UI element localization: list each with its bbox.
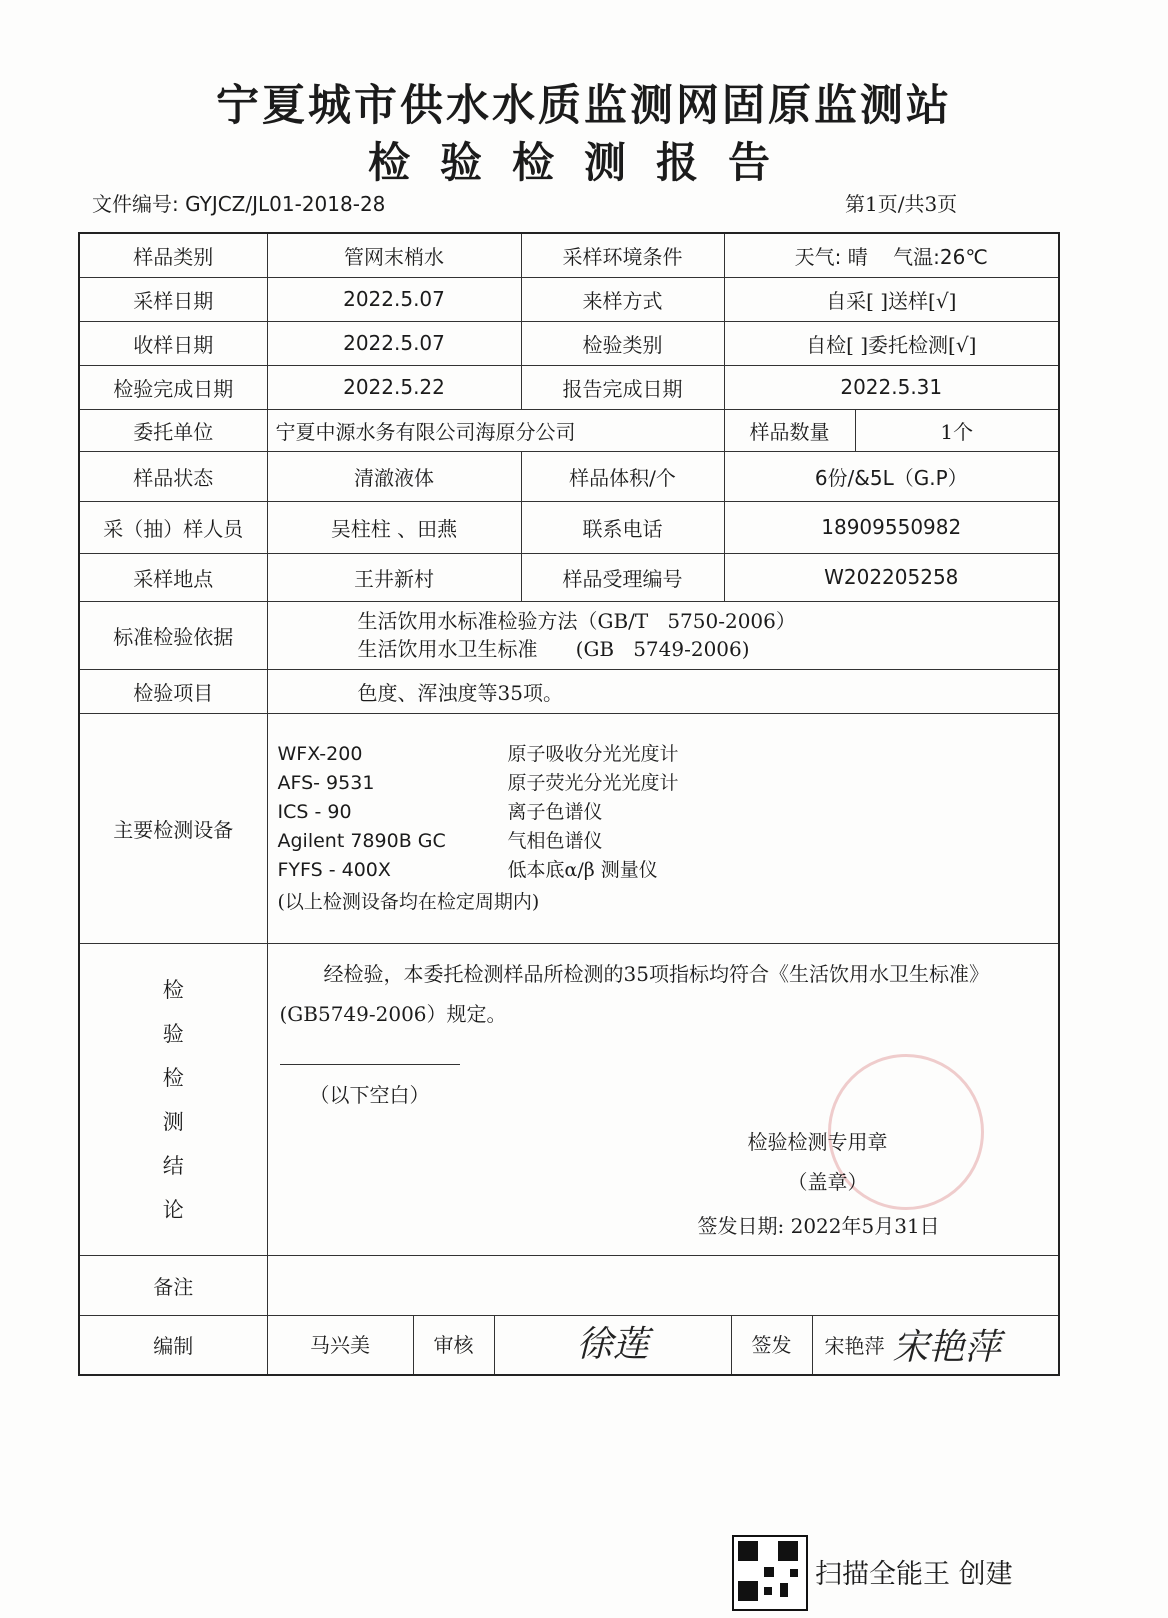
conclusion-label: [79, 943, 267, 1255]
table-row: [79, 943, 1059, 1255]
volume-value: 6份/&5L（G.P）: [724, 451, 1059, 501]
table-row: [79, 601, 1059, 669]
state-value: 清澈液体: [267, 451, 521, 501]
report-title-line1: 宁夏城市供水水质监测网固原监测站: [216, 81, 952, 131]
standard-value: [267, 601, 1059, 669]
table-row: [79, 321, 1059, 365]
table-row: [79, 1255, 1059, 1315]
conclusion-label-char: 检: [162, 1066, 184, 1090]
review-label: 审核: [414, 1316, 495, 1374]
receive-date-value: 2022.5.07: [267, 321, 521, 365]
equipment-model: ICS - 90: [277, 801, 352, 823]
seal-note: （盖章）: [787, 1169, 868, 1194]
compile-label: 编制: [79, 1315, 267, 1375]
client-value: 宁夏中源水务有限公司海原分公司: [267, 409, 724, 451]
issue-label: 签发: [732, 1316, 813, 1374]
state-label: 样品状态: [79, 451, 267, 501]
report-date-label: 报告完成日期: [521, 365, 724, 409]
report-table: [78, 232, 1060, 1376]
report-date-value: 2022.5.31: [724, 365, 1059, 409]
qty-label: 样品数量: [724, 409, 855, 451]
remarks-label: 备注: [79, 1255, 267, 1315]
site-label: 采样地点: [79, 553, 267, 601]
equipment-label: 主要检测设备: [79, 713, 267, 943]
phone-label: 联系电话: [521, 501, 724, 553]
accept-no-label: 样品受理编号: [521, 553, 724, 601]
sampler-label: 采（抽）样人员: [79, 501, 267, 553]
qty-value: 1个: [855, 409, 1059, 451]
sampler-value: 吴柱柱 、田燕: [267, 501, 521, 553]
conclusion-label-char: 验: [162, 1022, 184, 1046]
equipment-note: (以上检测设备均在检定周期内): [277, 891, 540, 913]
equipment-model: AFS- 9531: [277, 772, 375, 794]
document-number: 文件编号: GYJCZ/JL01-2018-28: [92, 192, 386, 216]
table-row: [79, 501, 1059, 553]
sample-type-value: 管网末梢水: [267, 233, 521, 277]
client-label: 委托单位: [79, 409, 267, 451]
items-label: 检验项目: [79, 669, 267, 713]
scanner-watermark: 扫描全能王 创建: [815, 1559, 1013, 1590]
equipment-name: 原子荧光分光光度计: [507, 772, 679, 794]
accept-no-value: W202205258: [724, 553, 1059, 601]
conclusion-cell: [267, 943, 1059, 1255]
delivery-value: 自采[ ]送样[√]: [724, 277, 1059, 321]
sample-type-label: 样品类别: [79, 233, 267, 277]
standard-line-2: 生活饮用水卫生标准 (GB 5749-2006): [357, 637, 750, 661]
issuer-signature: 宋艳萍: [892, 1327, 1001, 1369]
equipment-name: 原子吸收分光光度计: [507, 743, 679, 765]
standard-line-1: 生活饮用水标准检验方法（GB/T 5750-2006）: [357, 609, 796, 633]
site-value: 王井新村: [267, 553, 521, 601]
conclusion-label-char: 论: [162, 1198, 184, 1222]
issuer-block: [813, 1319, 1001, 1370]
issue-date: 签发日期: 2022年5月31日: [697, 1213, 940, 1238]
finish-date-value: 2022.5.22: [267, 365, 521, 409]
remarks-value: [267, 1255, 1059, 1315]
table-row: [79, 669, 1059, 713]
equipment-cell: [267, 713, 1059, 943]
items-value: 色度、浑浊度等35项。: [267, 669, 1059, 713]
issuer-name: 宋艳萍: [824, 1334, 885, 1359]
conclusion-label-char: 测: [162, 1110, 184, 1134]
conclusion-text: 经检验，本委托检测样品所检测的35项指标均符合《生活饮用水卫生标准》(GB5749-2006）规定。: [279, 961, 989, 1026]
phone-value: 18909550982: [724, 501, 1059, 553]
table-row: [79, 713, 1059, 943]
table-row: [79, 553, 1059, 601]
report-title-line2: 检验检测报告: [367, 138, 800, 187]
inspect-type-label: 检验类别: [521, 321, 724, 365]
volume-label: 样品体积/个: [521, 451, 724, 501]
table-row: [79, 1315, 1059, 1375]
table-row: [79, 451, 1059, 501]
conclusion-label-char: 检: [162, 978, 184, 1002]
env-value: 天气: 晴 气温:26℃: [724, 233, 1059, 277]
sampling-date-label: 采样日期: [79, 277, 267, 321]
finish-date-label: 检验完成日期: [79, 365, 267, 409]
standard-label: 标准检验依据: [79, 601, 267, 669]
signature-row: [268, 1316, 1059, 1374]
equipment-name: 低本底α/β 测量仪: [507, 859, 658, 881]
seal-name: 检验检测专用章: [747, 1129, 888, 1154]
sampling-date-value: 2022.5.07: [267, 277, 521, 321]
conclusion-vertical-label: [88, 974, 259, 1224]
equipment-model: Agilent 7890B GC: [277, 830, 446, 852]
conclusion-label-char: 结: [162, 1154, 184, 1178]
compiler-name: 马兴美: [268, 1316, 414, 1374]
page-number: 第1页/共3页: [845, 192, 958, 216]
divider: [280, 1064, 460, 1065]
qr-code-icon: [732, 1535, 808, 1611]
reviewer-signature: 徐莲: [495, 1316, 732, 1374]
blank-note: （以下空白）: [309, 1082, 430, 1107]
env-label: 采样环境条件: [521, 233, 724, 277]
equipment-name: 离子色谱仪: [507, 801, 603, 823]
table-row: [79, 277, 1059, 321]
signature-cell: [267, 1315, 1059, 1375]
inspect-type-value: 自检[ ]委托检测[√]: [724, 321, 1059, 365]
table-row: [79, 233, 1059, 277]
table-row: [79, 365, 1059, 409]
equipment-name: 气相色谱仪: [507, 830, 603, 852]
equipment-model: FYFS - 400X: [277, 859, 391, 881]
receive-date-label: 收样日期: [79, 321, 267, 365]
delivery-label: 来样方式: [521, 277, 724, 321]
equipment-list: [278, 742, 1051, 882]
table-row: [79, 409, 1059, 451]
equipment-model: WFX-200: [277, 743, 363, 765]
